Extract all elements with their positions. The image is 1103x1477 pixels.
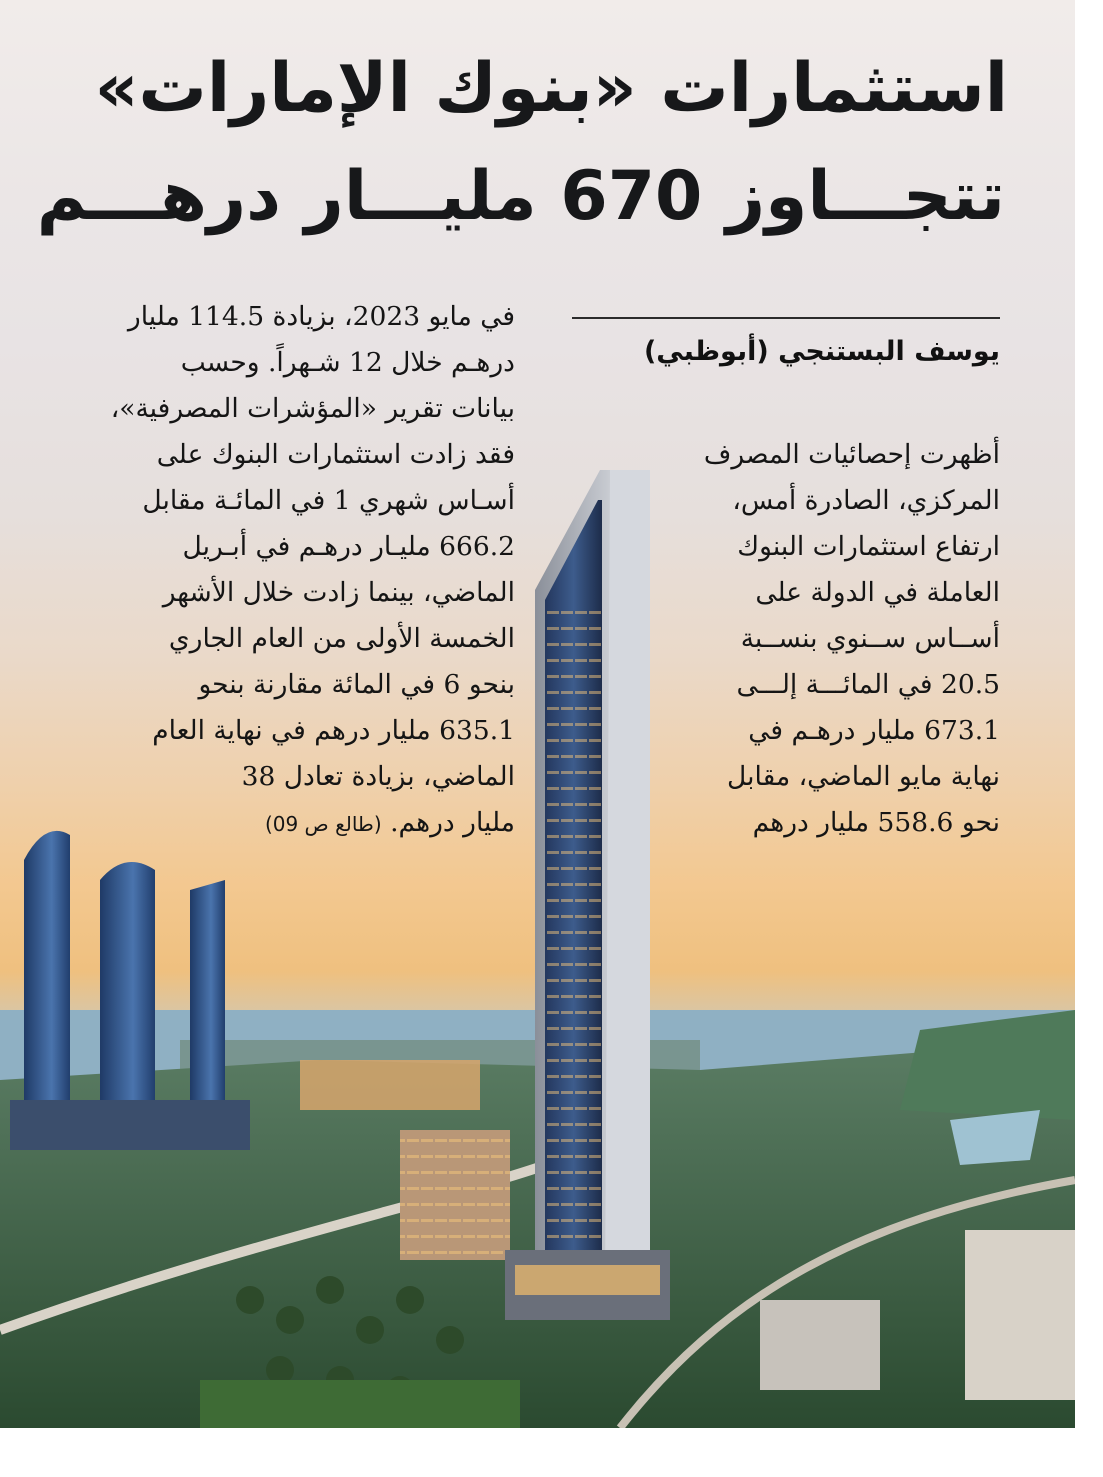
- page-margin-bottom: [0, 1428, 1103, 1477]
- byline: يوسف البستنجي (أبوظبي): [643, 336, 1000, 367]
- paragraph-line: 635.1 مليار درهم في نهاية العام: [152, 715, 515, 746]
- paragraph-line: فقد زادت استثمارات البنوك على: [156, 439, 515, 470]
- building-right-2: [760, 1300, 880, 1390]
- paragraph-line: 666.2 مليـار درهـم في أبـريل: [182, 531, 515, 562]
- lawn: [200, 1380, 520, 1428]
- building-right: [965, 1230, 1075, 1400]
- paragraph-line: الماضي، بينما زادت خلال الأشهر: [162, 577, 515, 608]
- paragraph-line: درهـم خلال 12 شـهراً. وحسب: [180, 347, 515, 378]
- paragraph-line: أظهرت إحصائيات المصرف: [703, 439, 1000, 470]
- headline-line-2: تتجـــاوز 670 مليـــار درهـــم: [36, 157, 1005, 236]
- paragraph-line: الخمسة الأولى من العام الجاري: [168, 623, 515, 654]
- paragraph-line: أسـاس شهري 1 في المائـة مقابل: [142, 485, 515, 516]
- paragraph-line: بيانات تقرير «المؤشرات المصرفية»،: [110, 393, 515, 424]
- paragraph-line: نحو 558.6 مليار درهم: [752, 807, 1000, 838]
- paragraph-line: 20.5 في المائـــة إلـــى: [736, 669, 1000, 700]
- paragraph-line: العاملة في الدولة على: [755, 577, 1000, 608]
- paragraph-line-last: [75, 800, 515, 846]
- page-margin-right: [1075, 0, 1103, 1477]
- see-page-reference[interactable]: (طالع ص 09): [264, 812, 382, 836]
- paragraph-line: بنحو 6 في المائة مقارنة بنحو: [198, 669, 515, 700]
- paragraph-end-text: مليار درهم.: [390, 807, 515, 838]
- article-column-right: [640, 432, 1000, 846]
- byline-divider: [572, 317, 1000, 319]
- paragraph-line: نهاية مايو الماضي، مقابل: [727, 761, 1000, 792]
- palace: [300, 1060, 480, 1110]
- paragraph-line: أســاس ســنوي بنســبة: [740, 623, 1000, 654]
- paragraph-line: الماضي، بزيادة تعادل 38: [241, 761, 515, 792]
- article-column-left: [75, 294, 515, 846]
- etihad-podium: [10, 1100, 250, 1150]
- paragraph-line: في مايو 2023، بزيادة 114.5 مليار: [127, 301, 515, 332]
- paragraph-line: 673.1 مليار درهـم في: [748, 715, 1000, 746]
- paragraph-line: ارتفاع استثمارات البنوك: [737, 531, 1000, 562]
- headline-line-1: استثمارات «بنوك الإمارات»: [94, 49, 1008, 128]
- paragraph-line: المركزي، الصادرة أمس،: [732, 485, 1000, 516]
